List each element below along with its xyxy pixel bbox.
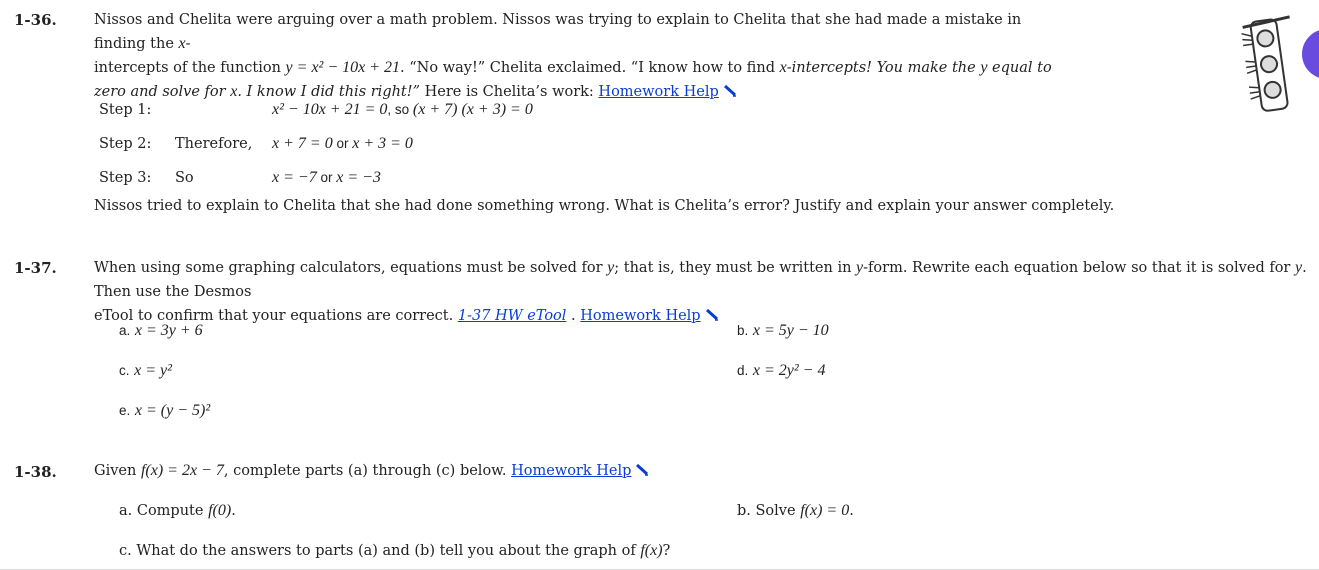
traffic-light-icon	[1238, 14, 1302, 116]
part-1-37-a: a. x = 3y + 6	[119, 322, 203, 339]
part-1-37-e: e. x = (y − 5)²	[119, 402, 211, 419]
pencil-icon	[723, 85, 737, 97]
problem-1-37-text: When using some graphing calculators, equations must be solved for y; that is, they must be written in y-form. Rewrite each equation below so that it is solved for y. Then use the Desmos eTool to confirm that your equations are correct. 1-37 HW eTool . Homework Help	[94, 259, 1307, 324]
step-2-word: Therefore,	[175, 136, 253, 152]
part-1-37-b: b. x = 5y − 10	[737, 322, 829, 339]
part-1-37-d: d. x = 2y² − 4	[737, 362, 826, 379]
step-3-label: Step 3:	[99, 170, 152, 186]
step-2-math: x + 7 = 0 or x + 3 = 0	[272, 135, 413, 152]
etool-link-1-37[interactable]: 1-37 HW eTool	[457, 308, 567, 324]
part-1-38-c: c. What do the answers to parts (a) and (b) tell you about the graph of f(x)?	[119, 542, 671, 559]
step-3-word: So	[175, 170, 194, 186]
step-3-math: x = −7 or x = −3	[272, 169, 381, 186]
accent-circle	[1302, 29, 1319, 79]
problem-number-1-38: 1-38.	[14, 463, 57, 481]
problem-1-38-text: Given f(x) = 2x − 7, complete parts (a) through (c) below. Homework Help	[94, 462, 649, 480]
homework-help-link-1-37[interactable]: Homework Help	[580, 308, 718, 324]
problem-number-1-37: 1-37.	[14, 259, 57, 277]
homework-help-link-1-38[interactable]: Homework Help	[511, 463, 649, 479]
problem-1-36-closing: Nissos tried to explain to Chelita that she had done something wrong. What is Chelita’s error? Justify and explain your answer completely.	[94, 198, 1115, 214]
part-1-38-a: a. Compute f(0).	[119, 502, 236, 519]
problem-number-1-36: 1-36.	[14, 11, 57, 29]
pencil-icon	[705, 309, 719, 321]
step-1-label: Step 1:	[99, 102, 152, 118]
homework-help-link-1-36[interactable]: Homework Help	[598, 84, 736, 100]
part-1-38-b: b. Solve f(x) = 0.	[737, 502, 854, 519]
part-1-37-c: c. x = y²	[119, 362, 172, 379]
step-1-math: x² − 10x + 21 = 0, so (x + 7) (x + 3) = 0	[272, 101, 533, 118]
step-2-label: Step 2:	[99, 136, 152, 152]
problem-1-36-text: Nissos and Chelita were arguing over a math problem. Nissos was trying to explain to Chelita that she had made a mistake in finding the x- intercepts of the function y = x² − 10x + 21. “No way!” Chelita exclaimed. “I know how to find x-intercepts! You make the y equal to zero and solve for x. I know I did this right!” Here is Chelita’s work: Homework Help	[94, 12, 1052, 100]
pencil-icon	[635, 464, 649, 476]
